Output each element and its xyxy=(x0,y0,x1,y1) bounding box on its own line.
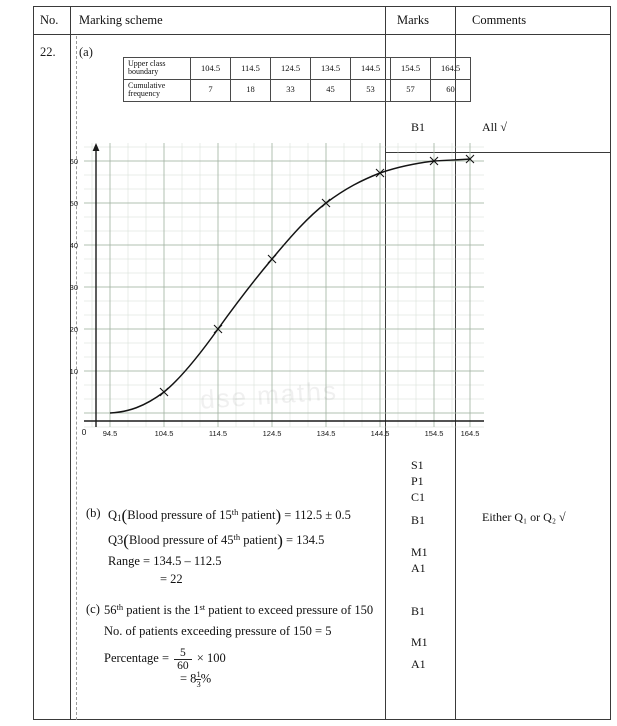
ucb-cell: 114.5 xyxy=(231,58,271,80)
fraction-denominator: 60 xyxy=(174,659,192,672)
svg-text:20: 20 xyxy=(70,325,78,334)
part-c-label: (c) xyxy=(86,602,100,616)
mixed-denominator: 3 xyxy=(196,678,201,689)
svg-text:50: 50 xyxy=(70,199,78,208)
c-line1-ordinal2: st xyxy=(199,602,206,612)
header-rule xyxy=(33,34,611,35)
origin-label: 0 xyxy=(81,427,87,437)
part-b-q3-line: Q3(Blood pressure of 45th patient) = 134.5 xyxy=(108,531,325,550)
mark-a: B1 xyxy=(411,120,426,134)
part-b-label: (b) xyxy=(86,506,101,520)
mark-p1: P1 xyxy=(411,474,424,488)
c-line1-b: patient is the 1 xyxy=(123,602,200,617)
mark-c-m1: M1 xyxy=(411,635,428,649)
cf-cell: 53 xyxy=(351,79,391,101)
comment-a: All √ xyxy=(482,120,507,134)
c-percentage-label: Percentage = xyxy=(104,651,170,666)
part-b-range-value: = 22 xyxy=(160,572,183,586)
q1-text2: patient xyxy=(238,507,276,522)
header-comments: Comments xyxy=(472,13,527,27)
table-row xyxy=(124,58,471,80)
ucb-cell: 164.5 xyxy=(431,58,471,80)
c-line1-c: patient to exceed pressure of 150 xyxy=(205,602,374,617)
q3-text2: patient xyxy=(240,532,278,547)
c-result-eq: = 8 xyxy=(180,671,197,686)
svg-text:94.5: 94.5 xyxy=(102,429,118,438)
cf-cell: 57 xyxy=(391,79,431,101)
ucb-cell: 124.5 xyxy=(271,58,311,80)
mark-s1: S1 xyxy=(411,458,424,472)
svg-text:134.5: 134.5 xyxy=(316,429,336,438)
frequency-table xyxy=(123,57,471,102)
q1-symbol: Q xyxy=(108,507,118,522)
svg-text:30: 30 xyxy=(70,283,78,292)
svg-text:114.5: 114.5 xyxy=(208,429,228,438)
cf-cell: 45 xyxy=(311,79,351,101)
comment-b: Either Q₁ or Q₂ √ xyxy=(482,510,566,524)
part-c-line4 xyxy=(180,670,211,688)
q1-ordinal: th xyxy=(231,507,239,518)
cf-cell: 7 xyxy=(191,79,231,101)
mark-c-b1: B1 xyxy=(411,604,426,618)
q3-result: = 134.5 xyxy=(282,532,325,547)
question-number: 22. xyxy=(40,45,56,59)
cf-cell: 60 xyxy=(431,79,471,101)
ucb-cell: 104.5 xyxy=(191,58,231,80)
q3-ordinal: th xyxy=(233,532,241,543)
mark-b-b1: B1 xyxy=(411,513,426,527)
svg-text:144.5: 144.5 xyxy=(370,429,390,438)
part-b-range-line: Range = 134.5 – 112.5 xyxy=(108,554,222,568)
table-row xyxy=(124,79,471,101)
row-label-cf: Cumulative frequency xyxy=(124,79,191,101)
c-fraction-tail: × 100 xyxy=(196,651,226,666)
watermark: dse maths xyxy=(199,375,339,415)
x-tick-labels xyxy=(103,429,480,438)
part-a-label: (a) xyxy=(79,45,93,59)
svg-text:164.5: 164.5 xyxy=(460,429,480,438)
ucb-cell: 144.5 xyxy=(351,58,391,80)
row-label-ucb: Upper class boundary xyxy=(124,58,191,80)
svg-text:10: 10 xyxy=(70,367,78,376)
q1-result: = 112.5 ± 0.5 xyxy=(281,507,351,522)
fraction-numerator: 5 xyxy=(180,647,186,659)
y-tick-labels xyxy=(70,157,78,376)
ucb-cell: 134.5 xyxy=(311,58,351,80)
svg-text:104.5: 104.5 xyxy=(154,429,174,438)
q1-subscript: 1 xyxy=(117,513,122,524)
cf-cell: 18 xyxy=(231,79,271,101)
mark-b-m1: M1 xyxy=(411,545,428,559)
header-no: No. xyxy=(40,13,59,27)
header-marks: Marks xyxy=(397,13,429,27)
cf-cell: 33 xyxy=(271,79,311,101)
q1-text: Blood pressure of 15 xyxy=(127,507,232,522)
q3-text: Blood pressure of 45 xyxy=(128,532,234,547)
svg-text:124.5: 124.5 xyxy=(262,429,282,438)
data-points xyxy=(160,155,474,396)
c-result-pct: % xyxy=(200,671,212,686)
q3-symbol: Q3 xyxy=(108,532,124,547)
fraction-five-sixtieths xyxy=(174,647,192,672)
svg-text:154.5: 154.5 xyxy=(424,429,444,438)
part-c-line2: No. of patients exceeding pressure of 150 = 5 xyxy=(104,624,332,638)
svg-text:40: 40 xyxy=(70,241,78,250)
part-c-line3 xyxy=(104,647,226,672)
mixed-numerator: 1 xyxy=(196,669,201,679)
mark-c-a1: A1 xyxy=(411,657,426,671)
ucb-cell: 154.5 xyxy=(391,58,431,80)
c-line1-a: 56 xyxy=(104,602,117,617)
c-line1-ordinal: th xyxy=(116,602,124,612)
mark-b-a1: A1 xyxy=(411,561,426,575)
header-scheme: Marking scheme xyxy=(79,13,163,27)
svg-text:60: 60 xyxy=(70,157,78,166)
mark-c1: C1 xyxy=(411,490,426,504)
part-b-q1-line: $Q_1(Blood$ pressure of 15th patient) = 112.5 ± 0.5 xyxy=(108,506,351,525)
part-c-line1 xyxy=(104,602,373,618)
